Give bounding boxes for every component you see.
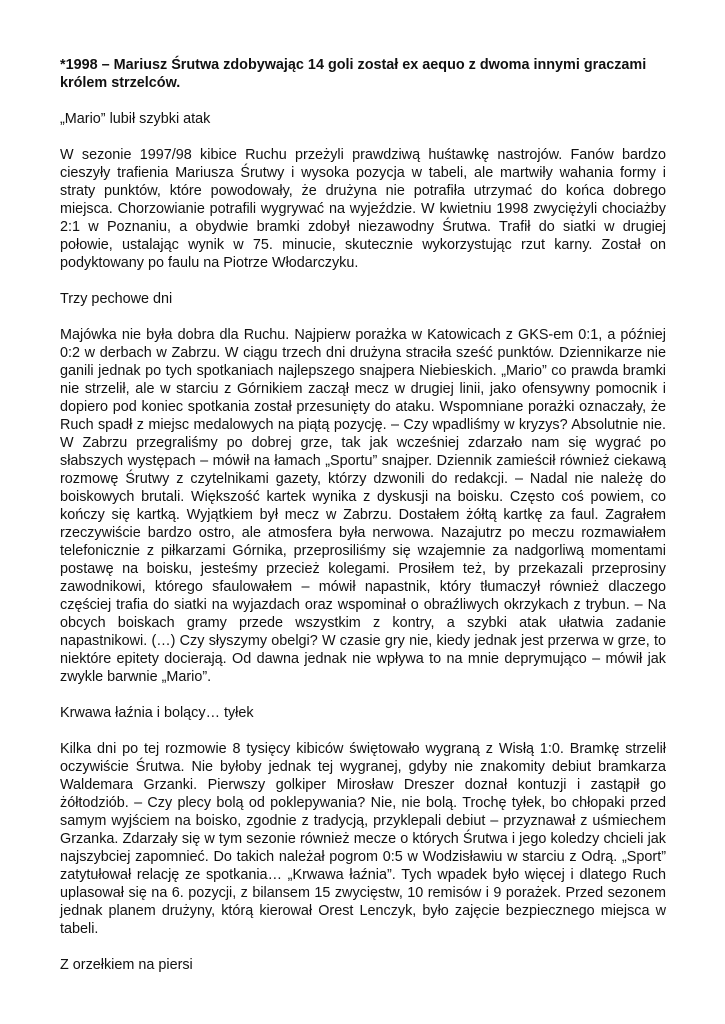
document-title: *1998 – Mariusz Śrutwa zdobywając 14 goli został ex aequo z dwoma innymi graczami królem strzelców. bbox=[60, 57, 647, 91]
section-paragraph: Kilka dni po tej rozmowie 8 tysięcy kibiców świętowało wygraną z Wisłą 1:0. Bramkę strzelił oczywiście Śrutwa. Nie byłoby jednak tej wygranej, gdyby nie znakomity debiut bramkarza Waldemara Grzanki. Pierwszy golkiper Mirosław Dreszer doznał kontuzji i zastąpił go żółtodziób. – Czy plecy bolą od poklepywania? Nie, nie bolą. Trochę tyłek, bo chłopaki przed samym wyjściem na boisko, zgodnie z tradycją, przyklepali debiut – przyznawał z uśmiechem Grzanka. Zdarzały się w tym sezonie również mecze o których Śrutwa i jego koledzy chcieli jak najszybciej zapomnieć. Do takich należał pogrom 0:5 w Wodzisławiu w starciu z Odrą. „Sport” zatytułował relację ze spotkania… „Krwawa łaźnia”. Tych wpadek było więcej i dlatego Ruch uplasował się na 6. pozycji, z bilansem 15 zwycięstw, 10 remisów i 9 porażek. Przed sezonem jednak planem drużyny, którą kierował Orest Lenczyk, było zajęcie bezpiecznego miejsca w tabeli. bbox=[60, 741, 666, 937]
section-heading: Krwawa łaźnia i bolący… tyłek bbox=[60, 705, 254, 721]
document-page bbox=[60, 56, 666, 992]
section-heading: Trzy pechowe dni bbox=[60, 291, 173, 307]
section-heading: Z orzełkiem na piersi bbox=[60, 957, 193, 973]
section-paragraph: W sezonie 1997/98 kibice Ruchu przeżyli prawdziwą huśtawkę nastrojów. Fanów bardzo cieszyły trafienia Mariusza Śrutwy i wysoka pozycja w tabeli, ale martwiły wahania formy i straty punktów, które powodowały, że drużyna nie potrafiła utrzymać do końca dobrego miejsca. Chorzowianie potrafili wygrywać na wyjeździe. W kwietniu 1998 zwyciężyli chociażby 2:1 w Poznaniu, a obydwie bramki zdobył niezawodny Śrutwa. Trafił do siatki w drugiej połowie, ustalając wynik w 75. minucie, skutecznie wykorzystując rzut karny. Został on podyktowany po faulu na Piotrze Włodarczyku. bbox=[60, 147, 666, 271]
section-heading: „Mario” lubił szybki atak bbox=[60, 111, 211, 127]
section-paragraph: Majówka nie była dobra dla Ruchu. Najpierw porażka w Katowicach z GKS-em 0:1, a później 0:2 w derbach w Zabrzu. W ciągu trzech dni drużyna straciła sześć punktów. Dziennikarze nie ganili jednak po tych spotkaniach najlepszego snajpera Niebieskich. „Mario” co prawda bramki nie strzelił, ale w starciu z Górnikiem zaczął mecz w drugiej linii, jako ofensywny pomocnik i dopiero pod koniec spotkania został przesunięty do ataku. Wspomniane porażki oznaczały, że Ruch spadł z miejsc medalowych na piątą pozycję. – Czy wpadliśmy w kryzys? Absolutnie nie. W Zabrzu przegraliśmy po dobrej grze, tak jak wcześniej zdarzało nam się wygrać po słabszych występach – mówił na łamach „Sportu” snajper. Dziennik zamieścił również ciekawą rozmowę Śrutwy z czytelnikami gazety, którzy dzwonili do redakcji. – Nadal nie należę do boiskowych brutali. Większość kartek wynika z dyskusji na boisku. Często coś powiem, co kończy się kartką. Wyjątkiem był mecz w Zabrzu. Dostałem żółtą kartkę za faul. Zagrałem rzeczywiście bardzo ostro, ale atmosfera była nerwowa. Nazajutrz po meczu rozmawiałem telefonicznie z piłkarzami Górnika, przeprosiliśmy się wzajemnie za nadgorliwą momentami postawę na boisku, jesteśmy przecież kolegami. Prosiłem też, by przekazali przeprosiny zawodnikowi, którego sfaulowałem – mówił napastnik, który tłumaczył również dlaczego częściej trafia do siatki na wyjazdach oraz wspominał o obraźliwych okrzykach z trybun. – Na obcych boiskach gramy przede wszystkim z kontry, a szybki atak ułatwia zadanie napastnikowi. (…) Czy słyszymy obelgi? W czasie gry nie, kiedy jednak jest przerwa w grze, to niektóre epitety docierają. Od dawna jednak nie wpływa to na mnie deprymująco – mówił jak zwykle barwnie „Mario”. bbox=[60, 327, 666, 685]
